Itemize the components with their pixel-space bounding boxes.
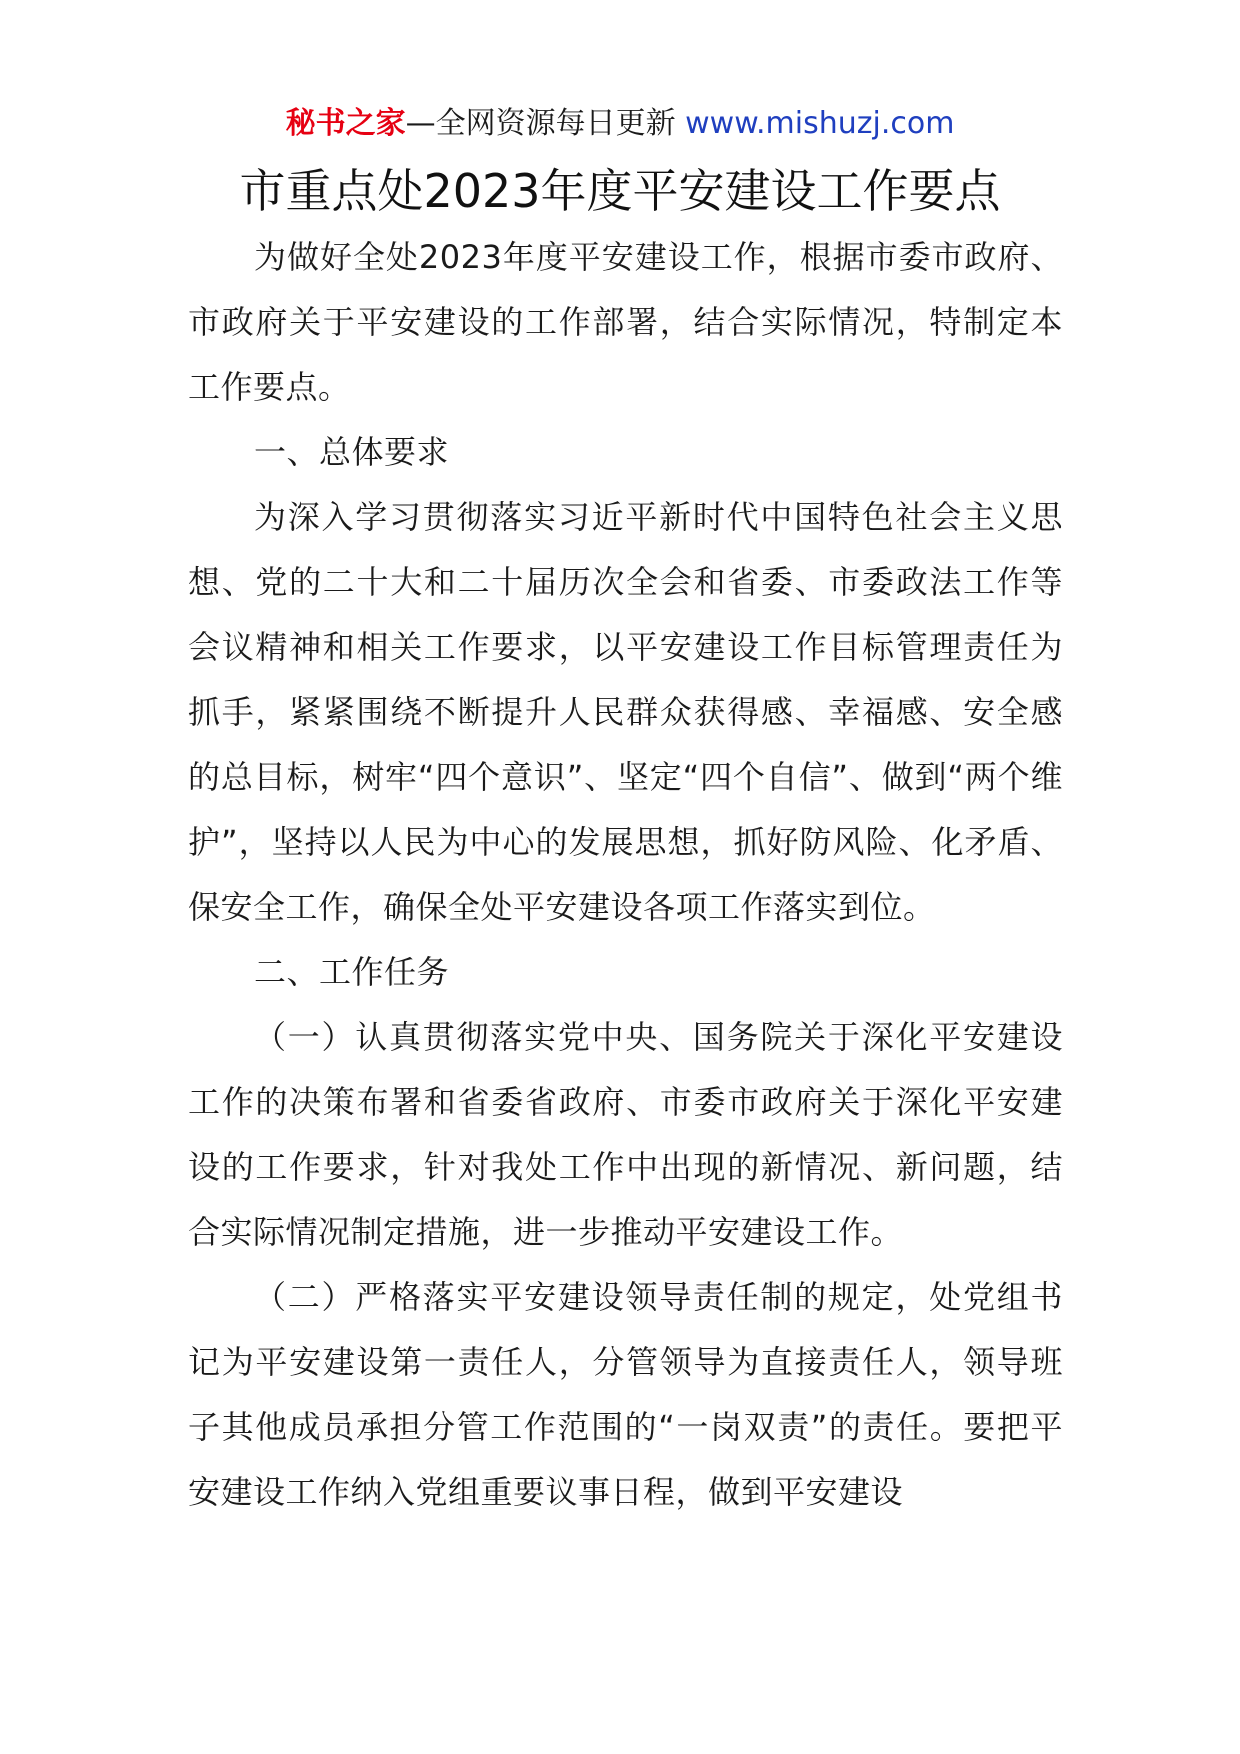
section-heading-work-tasks: 二、工作任务 — [254, 953, 450, 991]
site-brand: 秘书之家 — [285, 106, 406, 141]
section-heading-general-requirements: 一、总体要求 — [254, 433, 450, 471]
document-title: 市重点处2023年度平安建设工作要点 — [239, 164, 1001, 218]
document-body — [188, 225, 1063, 1525]
general-requirements-paragraph: 为深入学习贯彻落实习近平新时代中国特色社会主义思想、党的二十大和二十届历次全会和省委、市委政法工作等会议精神和相关工作要求，以平安建设工作目标管理责任为抓手，紧紧围绕不断提升人民群众获得感、幸福感、安全感的总目标，树牢“四个意识”、坚定“四个自信”、做到“两个维护”，坚持以人民为中心的发展思想，抓好防风险、化矛盾、保安全工作，确保全处平安建设各项工作落实到位。 — [188, 498, 1063, 926]
site-slogan: —全网资源每日更新 — [405, 106, 676, 141]
work-task-item-1: （一）认真贯彻落实党中央、国务院关于深化平安建设工作的决策布署和省委省政府、市委市政府关于深化平安建设的工作要求，针对我处工作中出现的新情况、新问题，结合实际情况制定措施，进一步推动平安建设工作。 — [188, 1018, 1063, 1251]
intro-paragraph: 为做好全处2023年度平安建设工作，根据市委市政府、市政府关于平安建设的工作部署，结合实际情况，特制定本工作要点。 — [188, 238, 1063, 406]
site-url-link[interactable]: www.mishuzj.com — [685, 106, 955, 141]
work-task-item-2: （二）严格落实平安建设领导责任制的规定，处党组书记为平安建设第一责任人，分管领导为直接责任人，领导班子其他成员承担分管工作范围的“一岗双责”的责任。要把平安建设工作纳入党组重要议事日程，做到平安建设 — [188, 1278, 1063, 1511]
site-header — [0, 102, 1240, 146]
